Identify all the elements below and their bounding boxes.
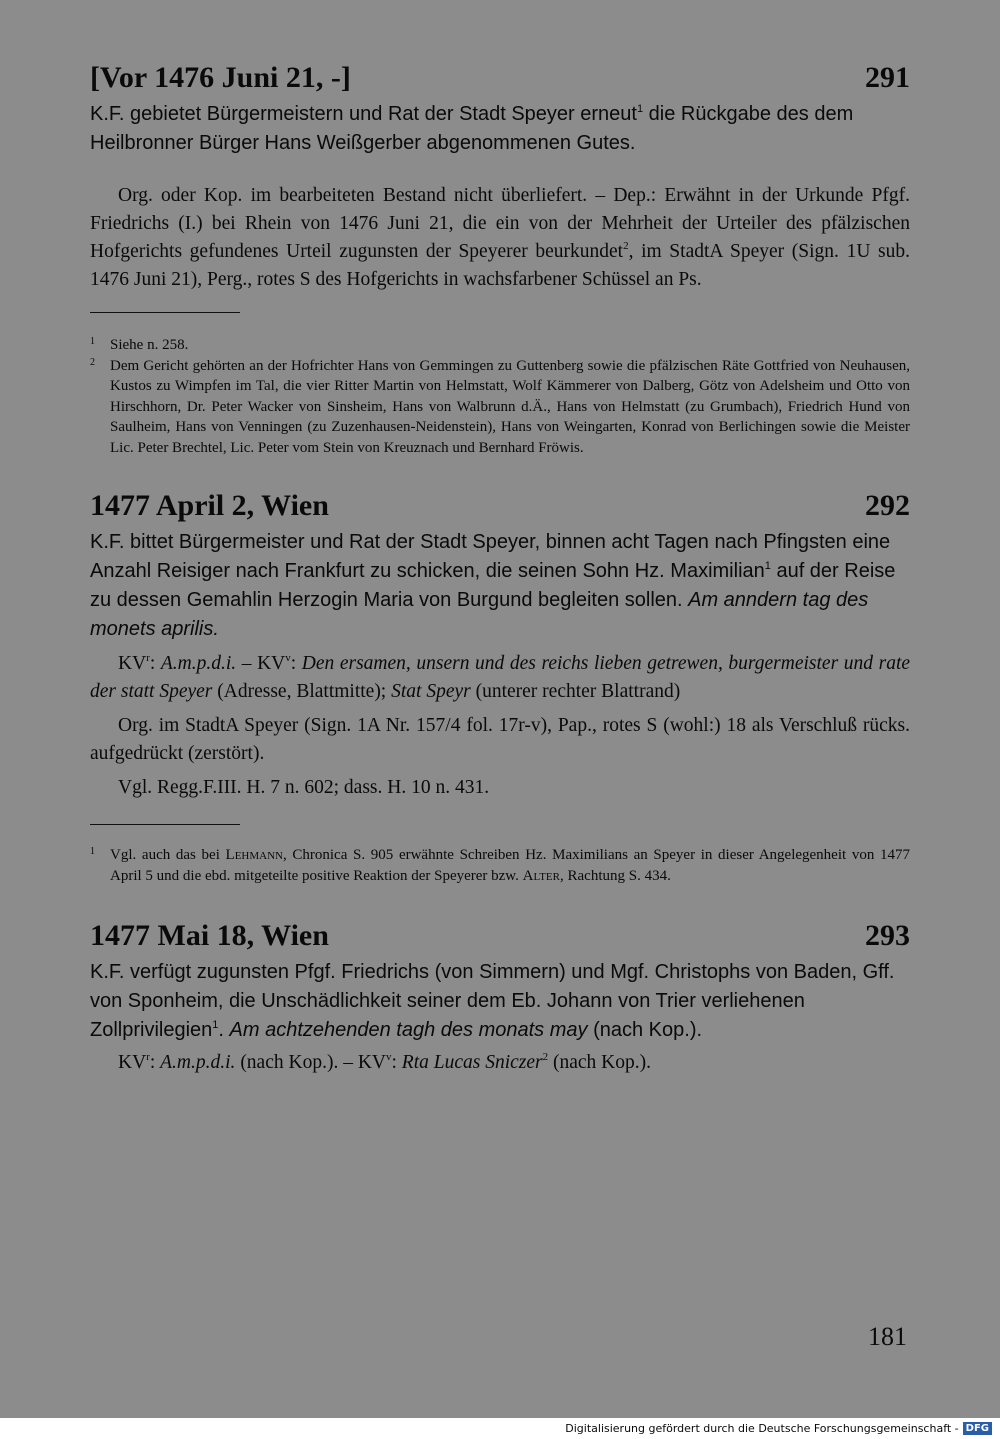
footnote-text: Dem Gericht gehörten an der Hofrichter Hans von Gemmingen zu Guttenberg sowie die pfälzischen Räte Gottfried von Neuhausen, Kustos zu Wimpfen im Tal, die vier Ritter Martin von Helmstatt, Wolf Kämmerer von Dalberg, Götz von Adelsheim und Otto von Hirschhorn, Dr. Peter Wacker von Sinsheim, Hans von Walbrunn d.Ä., Hans von Helmstatt (zu Grumbach), Friedrich Hund von Saulheim, Hans von Venningen (zu Zuzenhausen-Neidenstein), Hans von Weingarten, Konrad von Berlichingen sowie die Meister Lic. Peter Brechtel, Lic. Peter vom Stein von Kreuznach und Bernhard Fröwis. xyxy=(110,357,910,456)
entry-heading xyxy=(90,486,910,526)
footnote xyxy=(90,335,910,356)
document-page xyxy=(90,58,910,1077)
footnote-number: 1 xyxy=(90,336,95,347)
footnote xyxy=(90,845,910,886)
entry-date: 1477 April 2, Wien xyxy=(90,489,329,522)
entry-transmission: Org. oder Kop. im bearbeiteten Bestand nicht überliefert. – Dep.: Erwähnt in der Urkunde Pfgf. Friedrichs (I.) bei Rhein von 1476 Juni 21, die ein von der Mehrheit der Urteiler des pfälzischen Hofgerichts gefundenes Urteil zugunsten der Speyerer beurkundet$^2$, im StadtA Speyer (Sign. 1U sub. 1476 Juni 21), Perg., rotes S des Hofgerichts in wachsfarbener Schüssel an Ps. xyxy=(90,185,910,290)
banner-text: Digitalisierung gefördert durch die Deutsche Forschungsgemeinschaft - xyxy=(565,1422,959,1435)
entry-number: 293 xyxy=(865,919,910,952)
footnote-ref: 2 xyxy=(623,240,629,252)
footnote-number: 1 xyxy=(90,846,95,857)
entry-heading xyxy=(90,58,910,98)
footnote-text: Vgl. auch das bei Lehmann, Chronica S. 905 erwähnte Schreiben Hz. Maximilians an Speyer in dieser Angelegenheit von 1477 April 5 und die ebd. mitgeteilte positive Reaktion der Speyerer bzw. Alter, Rachtung S. 434. xyxy=(110,847,910,884)
footnote-ref: 1 xyxy=(636,103,644,115)
entry-date: 1477 Mai 18, Wien xyxy=(90,919,329,952)
entry-summary: K.F. gebietet Bürgermeistern und Rat der Stadt Speyer erneut$^1$ die Rückgabe des dem Heilbronner Bürger Hans Weißgerber abgenommenen Gutes. xyxy=(90,103,854,154)
entry-summary: K.F. verfügt zugunsten Pfgf. Friedrichs (von Simmern) und Mgf. Christophs von Baden, Gff. von Sponheim, die Unschädlichkeit seiner dem Eb. Johann von Trier verliehenen Zollprivilegien$^1$. Am achtzehenden tagh des monats may (nach Kop.). xyxy=(90,961,895,1041)
footnote-ref: 1 xyxy=(212,1019,219,1031)
dfg-logo: DFG xyxy=(963,1422,992,1435)
entry-kv: $KV^r$: A.m.p.d.i. – $KV^v$: Den ersamen, unsern und des reichs lieben getrewen, burgermeister und rate der statt Speyer (Adresse, Blattmitte); Stat Speyr (unterer rechter Blattrand) xyxy=(90,652,911,702)
footnote-divider xyxy=(90,312,240,313)
entry-summary: K.F. bittet Bürgermeister und Rat der Stadt Speyer, binnen acht Tagen nach Pfingsten eine Anzahl Reisiger nach Frankfurt zu schicken, die seinen Sohn Hz. Maximilian$^1$ auf der Reise zu dessen Gemahlin Herzogin Maria von Burgund begleiten sollen. Am anndern tag des monets aprilis. xyxy=(90,531,896,640)
footnote xyxy=(90,356,910,459)
entry-heading xyxy=(90,916,910,956)
entry-kv: $KV^r$: A.m.p.d.i. (nach Kop.). – $KV^v$: Rta Lucas Sniczer$^2$ (nach Kop.). xyxy=(118,1051,651,1073)
entry-number: 291 xyxy=(865,61,910,94)
footnote-divider xyxy=(90,824,240,825)
entry-date: [Vor 1476 Juni 21, -] xyxy=(90,61,351,94)
page-number: 181 xyxy=(868,1322,907,1351)
entry-number: 292 xyxy=(865,489,910,522)
funding-banner xyxy=(0,1418,1000,1439)
entry-transmission: Org. im StadtA Speyer (Sign. 1A Nr. 157/4 fol. 17r-v), Pap., rotes S (wohl:) 18 als Verschluß rücks. aufgedrückt (zerstört). xyxy=(90,715,910,764)
footnote-ref: 1 xyxy=(764,560,771,572)
footnote-number: 2 xyxy=(90,356,95,368)
entry-literature: Vgl. Regg.F.III. H. 7 n. 602; dass. H. 10 n. 431. xyxy=(118,777,490,798)
footnote-text: Siehe n. 258. xyxy=(110,337,189,353)
footnote-ref: 2 xyxy=(542,1051,549,1063)
